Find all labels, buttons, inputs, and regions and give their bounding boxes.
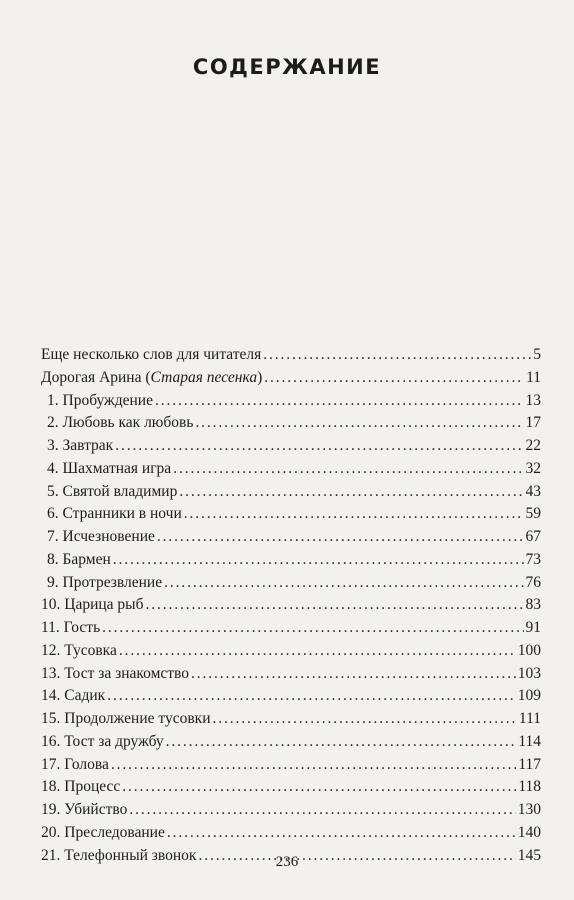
- toc-entry: [41, 822, 541, 845]
- leader-dots: [166, 731, 517, 754]
- toc-entry: [41, 435, 541, 458]
- leader-dots: [115, 435, 523, 458]
- toc-entry-page: 11: [526, 368, 541, 386]
- toc-entry-title: 7. Исчезновение: [47, 528, 155, 545]
- toc-entry-page: 32: [525, 459, 541, 477]
- toc-entry-title: 15. Продолжение тусовки: [41, 710, 211, 727]
- toc-entry: [41, 412, 541, 435]
- toc-entry-page: 76: [525, 573, 541, 591]
- toc-entry-page: 13: [525, 391, 541, 409]
- toc-entry: [41, 663, 541, 686]
- toc-entry: [41, 594, 541, 617]
- toc-entry: [41, 344, 541, 367]
- toc-entry: [41, 640, 541, 663]
- toc-entry: [41, 572, 541, 595]
- toc-entry-page: 111: [518, 710, 541, 727]
- toc-entry-title: Дорогая Арина (Старая песенка): [41, 368, 263, 386]
- toc-entry-title: 2. Любовь как любовь: [47, 414, 194, 432]
- toc-entry-page: 22: [525, 437, 541, 454]
- toc-entry-title: 17. Голова: [41, 755, 109, 773]
- toc-entry: [41, 458, 541, 481]
- toc-entry-page: 140: [517, 823, 541, 841]
- toc-entry-title: 6. Странники в ночи: [47, 505, 182, 523]
- toc-entry-page: 83: [525, 596, 541, 614]
- toc-entry-page: 145: [517, 846, 541, 864]
- toc-entry-title: 4. Шахматная игра: [47, 459, 172, 477]
- leader-dots: [179, 481, 523, 504]
- toc-entry-page: 67: [525, 528, 541, 545]
- toc-entry: [41, 481, 541, 504]
- toc-entry: [41, 708, 541, 731]
- toc-entry: [41, 731, 541, 754]
- leader-dots: [119, 640, 516, 663]
- leader-dots: [184, 503, 524, 526]
- toc-entry-title: 21. Телефонный звонок: [41, 846, 197, 864]
- toc-entry: [41, 390, 541, 413]
- toc-entry-title: 11. Гость: [41, 619, 101, 636]
- toc-entry-page: 73: [525, 550, 541, 568]
- toc-entry-page: 130: [517, 801, 541, 818]
- leader-dots: [173, 458, 523, 481]
- leader-dots: [263, 344, 531, 367]
- toc-entry-page: 109: [517, 687, 541, 705]
- toc-entry: [41, 685, 541, 708]
- toc-entry-title: 13. Тост за знакомство: [41, 664, 190, 682]
- toc-entry-page: 17: [525, 414, 541, 432]
- toc-entry-page: 100: [517, 641, 541, 659]
- toc-entry: [41, 367, 541, 390]
- toc-entry-title: 16. Тост за дружбу: [41, 732, 164, 750]
- toc-entry-page: 117: [518, 755, 541, 773]
- leader-dots: [195, 412, 523, 435]
- leader-dots: [107, 685, 516, 708]
- leader-dots: [164, 572, 523, 595]
- leader-dots: [157, 526, 524, 549]
- leader-dots: [213, 708, 517, 731]
- page-title: СОДЕРЖАНИЕ: [192, 55, 382, 79]
- toc-entry-page: 114: [518, 732, 541, 750]
- toc-entry-title: 1. Пробуждение: [47, 391, 153, 409]
- toc-entry-title: 10. Царица рыб: [41, 596, 144, 614]
- toc-entry-page: 103: [517, 664, 541, 682]
- toc-entry-title: 14. Садик: [41, 687, 106, 705]
- leader-dots: [129, 799, 515, 822]
- table-of-contents: [41, 344, 541, 867]
- toc-entry: [41, 617, 541, 640]
- leader-dots: [191, 663, 516, 686]
- toc-entry-title: 3. Завтрак: [47, 437, 114, 454]
- leader-dots: [122, 776, 516, 799]
- toc-entry-title: 19. Убийство: [41, 801, 128, 818]
- toc-entry: [41, 754, 541, 777]
- leader-dots: [102, 617, 523, 640]
- toc-entry-title: 8. Бармен: [47, 550, 111, 568]
- toc-entry-page: 118: [518, 778, 541, 796]
- toc-entry: [41, 549, 541, 572]
- toc-entry-title: 12. Тусовка: [41, 641, 117, 659]
- leader-dots: [111, 754, 516, 777]
- toc-entry-title: 5. Святой владимир: [47, 482, 178, 500]
- leader-dots: [264, 367, 524, 390]
- toc-entry-title: 18. Процесс: [41, 778, 121, 796]
- toc-entry: [41, 776, 541, 799]
- toc-entry-title: 20. Преследование: [41, 823, 165, 841]
- toc-entry-page: 59: [525, 505, 541, 523]
- leader-dots: [113, 549, 524, 572]
- toc-entry: [41, 503, 541, 526]
- toc-entry-page: 91: [525, 619, 541, 636]
- page-number: 236: [275, 854, 299, 870]
- toc-entry: [41, 526, 541, 549]
- leader-dots: [145, 594, 523, 617]
- leader-dots: [167, 822, 516, 845]
- toc-entry-title: 9. Протрезвление: [47, 573, 163, 591]
- toc-entry-page: 43: [525, 482, 541, 500]
- toc-entry-page: 5: [533, 346, 541, 363]
- leader-dots: [155, 390, 524, 413]
- toc-entry-subtitle: Старая песенка: [150, 368, 258, 386]
- toc-entry-title: Еще несколько слов для читателя: [41, 346, 262, 363]
- toc-entry: [41, 799, 541, 822]
